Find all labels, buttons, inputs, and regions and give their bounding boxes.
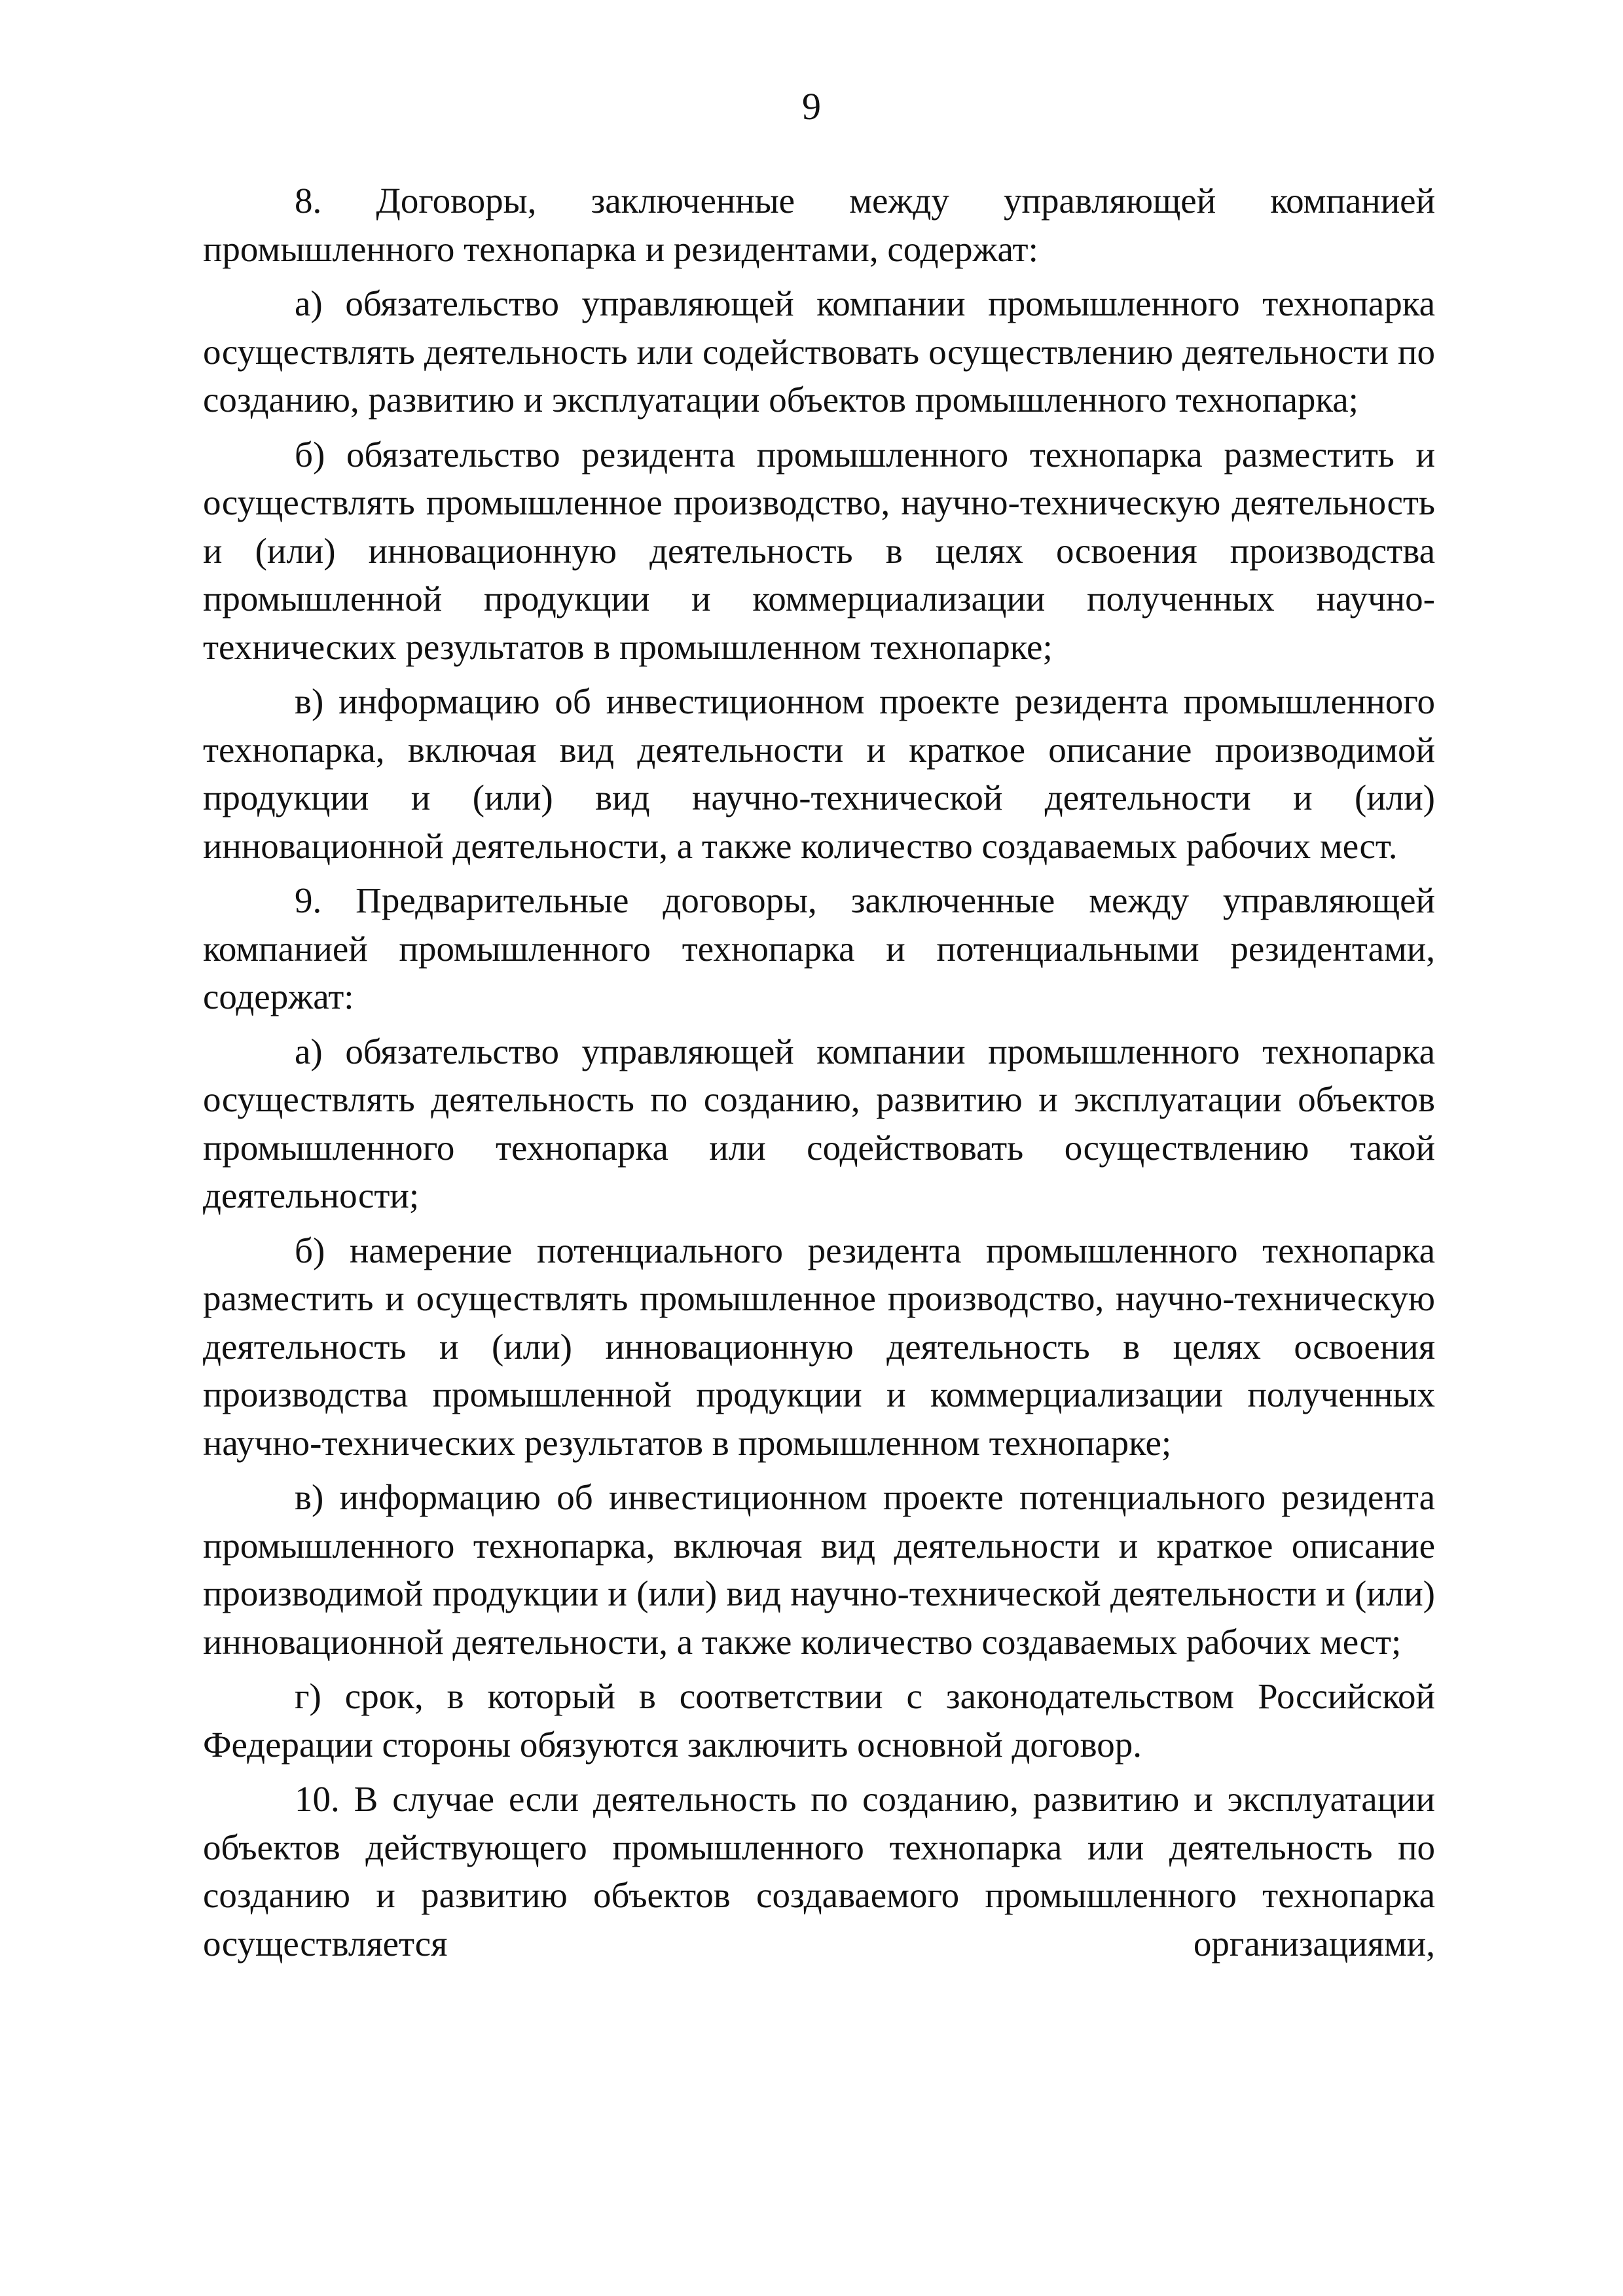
page-number: 9 <box>802 85 821 128</box>
paragraph-8: 8. Договоры, заключенные между управляющей компанией промышленного технопарка и резидентами, содержат: <box>203 181 1435 269</box>
paragraph-8-v: в) информацию об инвестиционном проекте резидента промышленного технопарка, включая вид деятельности и краткое описание производимой продукции и (или) вид научно-технической деятельности и (или) инновационной деятельности, а также количество создаваемых рабочих мест. <box>203 681 1435 866</box>
paragraph-8-a: а) обязательство управляющей компании промышленного технопарка осуществлять деятельность или содействовать осуществлению деятельности по созданию, развитию и эксплуатации объектов промышленного технопарка; <box>203 283 1435 420</box>
paragraph-10: 10. В случае если деятельность по созданию, развитию и эксплуатации объектов действующего промышленного технопарка или деятельность по созданию и развитию объектов создаваемого промышленного технопарка осуществляется организациями, <box>203 1779 1435 1964</box>
paragraph-8-b: б) обязательство резидента промышленного технопарка разместить и осуществлять промышленное производство, научно-техническую деятельность и (или) инновационную деятельность в целях освоения производства промышленной продукции и коммерциализации полученных научно-технических результатов в промышленном технопарке; <box>203 434 1435 667</box>
paragraph-9-b: б) намерение потенциального резидента промышленного технопарка разместить и осуществлять промышленное производство, научно-техническую деятельность и (или) инновационную деятельность в целях освоения производства промышленной продукции и коммерциализации полученных научно-технических результатов в промышленном технопарке; <box>203 1230 1435 1463</box>
paragraph-9-v: в) информацию об инвестиционном проекте потенциального резидента промышленного технопарка, включая вид деятельности и краткое описание производимой продукции и (или) вид научно-технической деятельности и (или) инновационной деятельности, а также количество создаваемых рабочих мест; <box>203 1477 1435 1662</box>
paragraph-9: 9. Предварительные договоры, заключенные между управляющей компанией промышленного технопарка и потенциальными резидентами, содержат: <box>203 880 1435 1016</box>
paragraph-9-a: а) обязательство управляющей компании промышленного технопарка осуществлять деятельность по созданию, развитию и эксплуатации объектов промышленного технопарка или содействовать осуществлению такой деятельности; <box>203 1031 1435 1215</box>
document-body <box>203 177 1435 1974</box>
paragraph-9-g: г) срок, в который в соответствии с законодательством Российской Федерации стороны обязуются заключить основной договор. <box>203 1676 1435 1765</box>
